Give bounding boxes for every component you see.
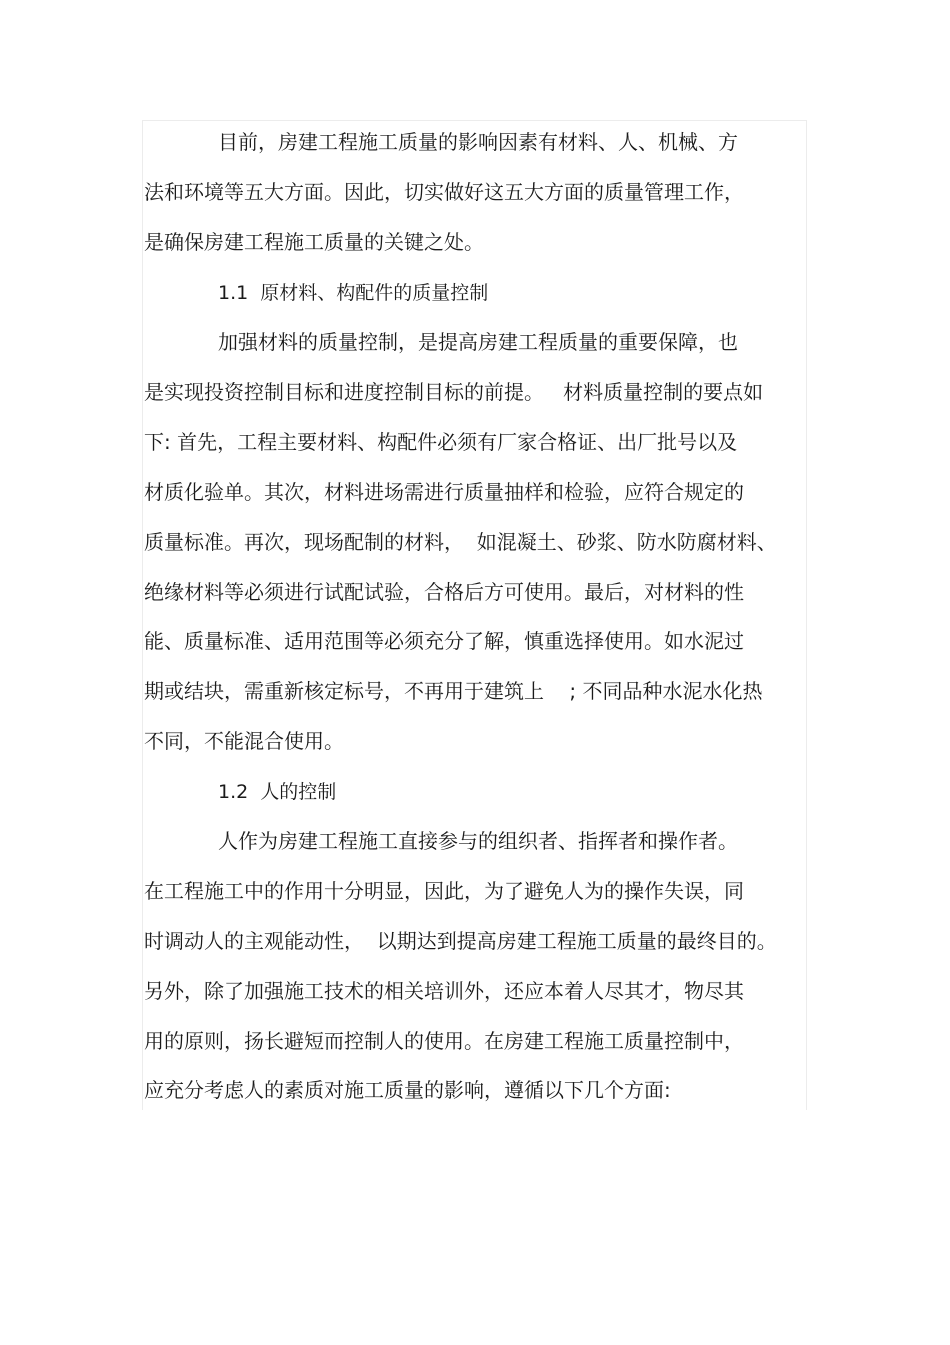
body-text-line: 是确保房建工程施工质量的关键之处。 [144,230,484,254]
body-text-line: 目前，房建工程施工质量的影响因素有材料、人、机械、方 [218,130,738,154]
body-text-line: 另外，除了加强施工技术的相关培训外，还应本着人尽其才，物尽其 [144,979,744,1003]
body-text-line: 期或结块，需重新核定标号，不再用于建筑上 ; 不同品种水泥水化热 [144,679,763,703]
body-text-line: 人作为房建工程施工直接参与的组织者、指挥者和操作者。 [218,829,738,853]
body-text-line: 下: 首先，工程主要材料、构配件必须有厂家合格证、出厂批号以及 [144,430,738,454]
body-text-line: 用的原则，扬长避短而控制人的使用。在房建工程施工质量控制中， [144,1029,744,1053]
section-heading-1-2: 1.2 人的控制 [218,781,337,803]
section-heading-1-1: 1.1 原材料、构配件的质量控制 [218,282,489,304]
body-text-line: 绝缘材料等必须进行试配试验，合格后方可使用。最后，对材料的性 [144,580,744,604]
body-text-line: 不同，不能混合使用。 [144,729,344,753]
body-text-line: 能、质量标准、适用范围等必须充分了解，慎重选择使用。如水泥过 [144,629,744,653]
body-text-line: 加强材料的质量控制，是提高房建工程质量的重要保障，也 [218,330,738,354]
body-text-line: 在工程施工中的作用十分明显，因此，为了避免人为的操作失误，同 [144,879,744,903]
page-frame [142,120,807,1110]
body-text-line: 应充分考虑人的素质对施工质量的影响，遵循以下几个方面: [144,1078,671,1102]
body-text-line: 是实现投资控制目标和进度控制目标的前提。 材料质量控制的要点如 [144,380,764,404]
body-text-line: 质量标准。再次，现场配制的材料， 如混凝土、砂浆、防水防腐材料、 [144,530,777,554]
body-text-line: 法和环境等五大方面。因此，切实做好这五大方面的质量管理工作， [144,180,744,204]
body-text-line: 材质化验单。其次，材料进场需进行质量抽样和检验，应符合规定的 [144,480,744,504]
body-text-line: 时调动人的主观能动性， 以期达到提高房建工程施工质量的最终目的。 [144,929,777,953]
